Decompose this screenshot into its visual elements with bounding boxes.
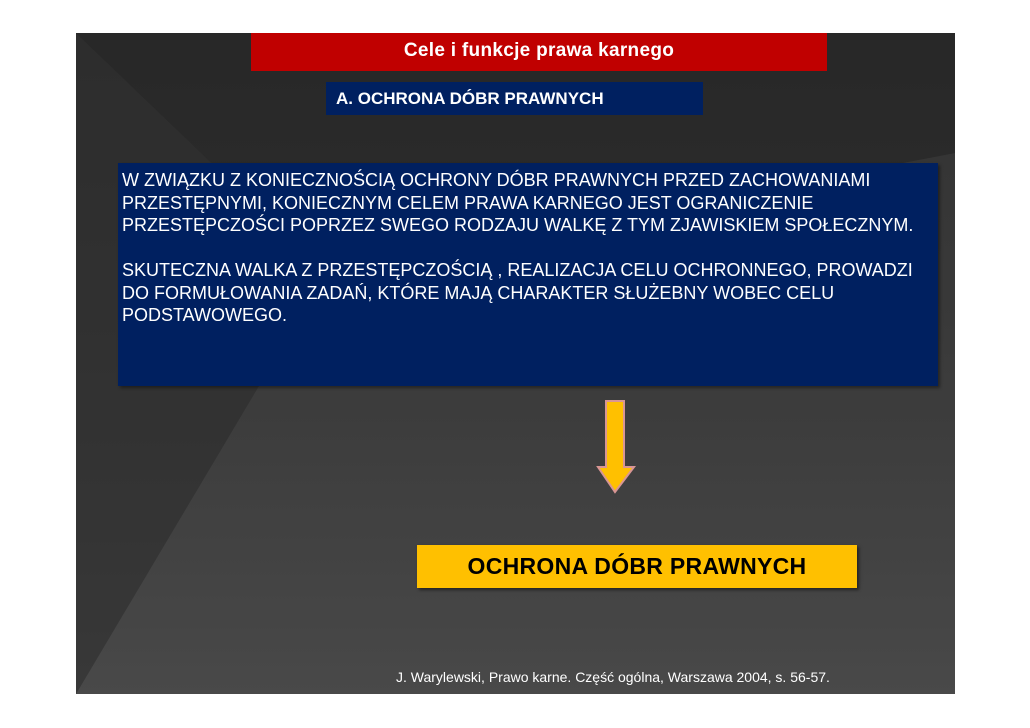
result-label: OCHRONA DÓBR PRAWNYCH [417,545,857,588]
paragraph-1: W ZWIĄZKU Z KONIECZNOŚCIĄ OCHRONY DÓBR PRAWNYCH PRZED ZACHOWANIAMI PRZESTĘPNYMI, KONIECZNYM CELEM PRAWA KARNEGO JEST OGRANICZENIE PRZESTĘPCZOŚCI POPRZEZ SWEGO RODZAJU WALKĘ Z TYM ZJAWISKIEM SPOŁECZNYM. [122,170,914,235]
down-arrow-icon [596,399,636,495]
paragraph-2: SKUTECZNA WALKA Z PRZESTĘPCZOŚCIĄ , REALIZACJA CELU OCHRONNEGO, PROWADZI DO FORMUŁOWANIA ZADAŃ, KTÓRE MAJĄ CHARAKTER SŁUŻEBNY WOBEC CELU PODSTAWOWEGO. [122,260,913,325]
slide [76,33,955,694]
slide-title: Cele i funkcje prawa karnego [251,33,827,71]
citation: J. Warylewski, Prawo karne. Część ogólna, Warszawa 2004, s. 56-57. [396,669,830,685]
section-heading: A. OCHRONA DÓBR PRAWNYCH [326,82,703,115]
main-text-box [118,163,938,386]
